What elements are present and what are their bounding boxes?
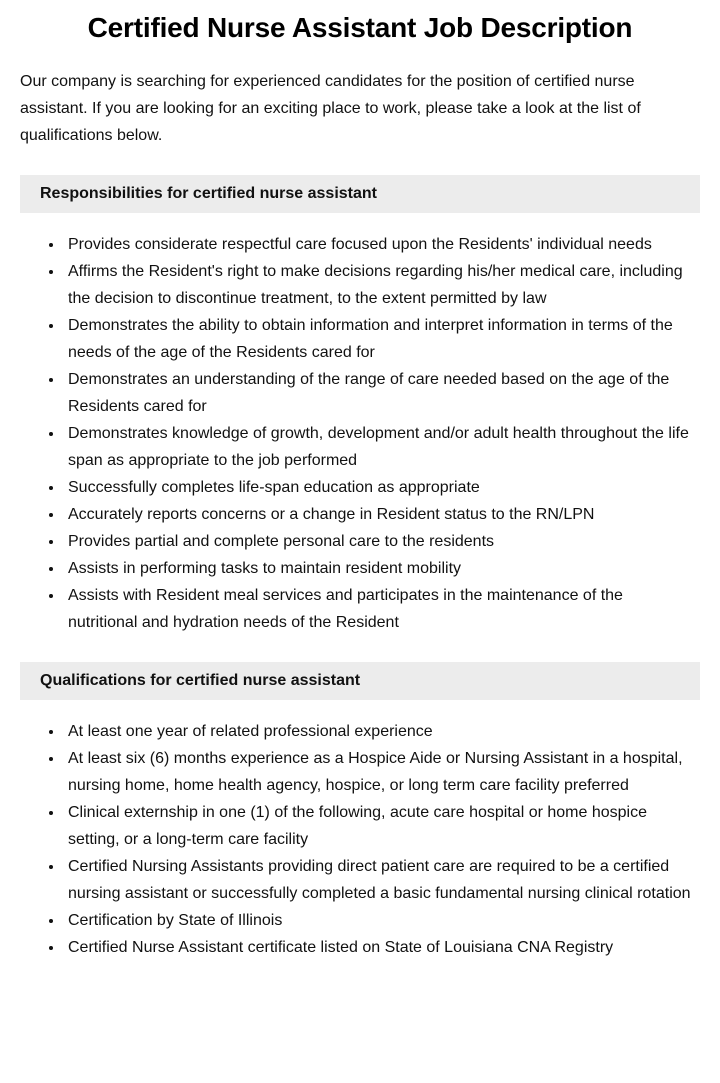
list-item: • Affirms the Resident's right to make decisions regarding his/her medical care, including the decision to discontinue treatment, to the extent permitted by law xyxy=(64,258,694,312)
list-item: • Certified Nurse Assistant certificate listed on State of Louisiana CNA Registry xyxy=(64,934,694,961)
qualifications-section-header: Qualifications for certified nurse assistant xyxy=(20,662,700,700)
list-item: • Accurately reports concerns or a change in Resident status to the RN/LPN xyxy=(64,501,694,528)
list-item: • Provides considerate respectful care focused upon the Residents' individual needs xyxy=(64,231,694,258)
list-item: • Certification by State of Illinois xyxy=(64,907,694,934)
list-item: • Assists in performing tasks to maintain resident mobility xyxy=(64,555,694,582)
qualifications-section xyxy=(20,662,700,961)
list-item: • Clinical externship in one (1) of the following, acute care hospital or home hospice setting, or a long-term care facility xyxy=(64,799,694,853)
list-item: • At least one year of related professional experience xyxy=(64,718,694,745)
list-item: • Certified Nursing Assistants providing direct patient care are required to be a certified nursing assistant or successfully completed a basic fundamental nursing clinical rotation xyxy=(64,853,694,907)
page-title: Certified Nurse Assistant Job Description xyxy=(87,12,633,43)
list-item: • At least six (6) months experience as a Hospice Aide or Nursing Assistant in a hospital, nursing home, home health agency, hospice, or long term care facility preferred xyxy=(64,745,694,799)
qualifications-list xyxy=(20,718,700,961)
list-item: • Demonstrates the ability to obtain information and interpret information in terms of the needs of the age of the Residents cared for xyxy=(64,312,694,366)
responsibilities-list xyxy=(20,231,700,636)
list-item: • Successfully completes life-span education as appropriate xyxy=(64,474,694,501)
responsibilities-section-header: Responsibilities for certified nurse assistant xyxy=(20,175,700,213)
list-item: • Assists with Resident meal services and participates in the maintenance of the nutritional and hydration needs of the Resident xyxy=(64,582,694,636)
list-item: • Demonstrates knowledge of growth, development and/or adult health throughout the life span as appropriate to the job performed xyxy=(64,420,694,474)
intro-paragraph: Our company is searching for experienced candidates for the position of certified nurse assistant. If you are looking for an exciting place to work, please take a look at the list of qualifications below. xyxy=(20,73,641,144)
list-item: • Provides partial and complete personal care to the residents xyxy=(64,528,694,555)
responsibilities-section xyxy=(20,175,700,636)
list-item: • Demonstrates an understanding of the range of care needed based on the age of the Residents cared for xyxy=(64,366,694,420)
